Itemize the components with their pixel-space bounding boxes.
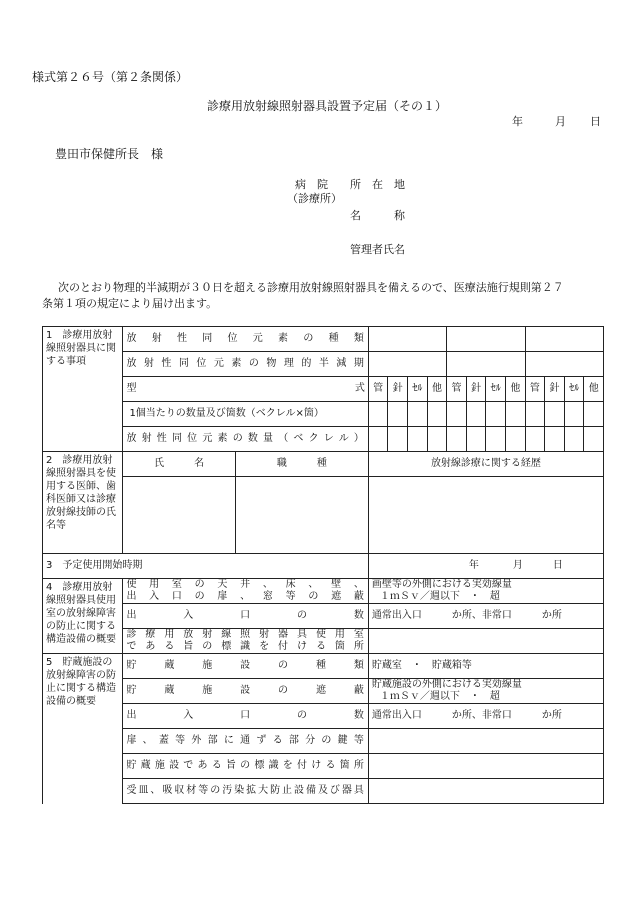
s5-shield-label: 貯蔵施設の遮蔽 <box>123 679 368 704</box>
s1-cell[interactable] <box>506 427 526 452</box>
staff-job-cell[interactable] <box>235 477 368 554</box>
table-row <box>43 352 604 377</box>
s1-cell[interactable] <box>564 402 584 427</box>
s4-entrances-label: 出入口の数 <box>123 604 368 629</box>
s1-cell[interactable] <box>368 402 388 427</box>
s1-row-quantity-each: 1個当たりの数量及び箇数（ベクレル×箇） <box>123 402 368 427</box>
table-row <box>43 402 604 427</box>
start-month: 月 <box>512 560 523 571</box>
s1-cell[interactable] <box>427 427 447 452</box>
start-day: 日 <box>552 560 563 571</box>
table-row <box>43 754 604 779</box>
s1-cell[interactable] <box>388 402 408 427</box>
table-row <box>43 704 604 729</box>
type-cell: ｾﾙ <box>408 377 428 402</box>
s1-cell[interactable] <box>545 402 565 427</box>
type-cell: ｾﾙ <box>486 377 506 402</box>
s1-cell[interactable] <box>584 427 604 452</box>
s1-cell[interactable] <box>408 402 428 427</box>
table-row <box>43 579 604 604</box>
s1-cell[interactable] <box>427 402 447 427</box>
s1-cell[interactable] <box>486 402 506 427</box>
s5-sign-value[interactable] <box>368 754 603 779</box>
type-tube: 管 <box>525 377 545 402</box>
report-form-table <box>42 326 604 804</box>
s5-dose-choice: １ｍＳｖ／週以下 ・ 超 <box>379 691 500 702</box>
table-row <box>43 779 604 804</box>
type-tube: 管 <box>447 377 467 402</box>
applicant-hospital: 病 院 <box>295 178 328 191</box>
s1-type-left: 型 <box>126 383 137 394</box>
date-year: 年 <box>512 115 523 128</box>
s4-sign-label <box>123 629 368 654</box>
type-tube: 管 <box>368 377 388 402</box>
s1-cell[interactable] <box>388 427 408 452</box>
s4-shield-value[interactable] <box>368 579 603 604</box>
s1-cell[interactable] <box>466 402 486 427</box>
staff-name-cell[interactable] <box>123 477 235 554</box>
s4-dose-choice: １ｍＳｖ／週以下 ・ 超 <box>379 591 500 602</box>
s5-type-label: 貯蔵施設の種類 <box>123 654 368 679</box>
s1-input-1[interactable] <box>368 327 446 352</box>
date-day: 日 <box>590 115 601 128</box>
s4-dose-label: 画壁等の外側における実効線量 <box>371 579 512 590</box>
s5-type-value[interactable]: 貯蔵室 ・ 貯蔵箱等 <box>368 654 603 679</box>
date-line <box>512 113 601 129</box>
type-other: 他 <box>427 377 447 402</box>
s1-input-2[interactable] <box>447 352 525 377</box>
addressee: 豊田市保健所長 様 <box>55 147 164 161</box>
section-4-title: 4 診療用放射線照射器具使用室の放射線障害の防止に関する構造設備の概要 <box>43 579 123 654</box>
s4-entrances-value[interactable]: 通常出入口 か所、非常口 か所 <box>368 604 603 629</box>
applicant-address-label: 所 在 地 <box>350 178 405 191</box>
applicant-admin-label: 管理者氏名 <box>350 243 405 256</box>
s5-lock-value[interactable] <box>368 729 603 754</box>
intro-line-1: 次のとおり物理的半減期が３０日を超える診療用放射線照射器具を備えるので、医療法施行規則第２７ <box>58 281 564 294</box>
start-year: 年 <box>468 560 479 571</box>
s4-shield-line-2: 出入口の扉、窓等の遮蔽 <box>126 591 365 602</box>
form-number: 様式第２６号（第２条関係） <box>32 70 189 84</box>
table-row <box>43 679 604 704</box>
table-row <box>43 629 604 654</box>
type-needle: 針 <box>388 377 408 402</box>
s1-row-isotope-type: 放射性同位元素の種類 <box>123 327 368 352</box>
section-1-title: 1 診療用放射線照射器具に関する事項 <box>43 327 123 452</box>
form-title: 診療用放射線照射器具設置予定届（その１） <box>207 99 448 113</box>
s1-cell[interactable] <box>447 402 467 427</box>
type-cell: ｾﾙ <box>564 377 584 402</box>
s1-cell[interactable] <box>447 427 467 452</box>
s5-sign-label: 貯蔵施設である旨の標識を付ける箇所 <box>123 754 368 779</box>
section-5-title: 5 貯蔵施設の放射線障害の防止に関する構造設備の概要 <box>43 654 123 804</box>
s1-cell[interactable] <box>525 427 545 452</box>
s4-shield-line-1: 使用室の天井、床、壁、 <box>126 579 365 590</box>
s1-row-quantity: 放射性同位元素の数量（ベクレル） <box>123 427 368 452</box>
s1-cell[interactable] <box>506 402 526 427</box>
s1-cell[interactable] <box>408 427 428 452</box>
type-needle: 針 <box>545 377 565 402</box>
type-needle: 針 <box>466 377 486 402</box>
s1-cell[interactable] <box>584 402 604 427</box>
s5-shield-value[interactable] <box>368 679 603 704</box>
s1-cell[interactable] <box>525 402 545 427</box>
date-month: 月 <box>555 115 566 128</box>
applicant-clinic: （診療所） <box>287 192 342 205</box>
s1-cell[interactable] <box>368 427 388 452</box>
s1-input-2[interactable] <box>525 352 603 377</box>
s4-sign-value[interactable] <box>368 629 603 654</box>
table-row <box>43 327 604 352</box>
s5-entrances-value[interactable]: 通常出入口 か所、非常口 か所 <box>368 704 603 729</box>
table-row <box>43 427 604 452</box>
s5-contam-label: 受皿、吸収材等の汚染拡大防止設備及び器具 <box>123 779 368 804</box>
table-row <box>43 477 604 554</box>
applicant-name-label: 名 称 <box>350 209 405 222</box>
s5-entrances-label: 出入口の数 <box>123 704 368 729</box>
s5-lock-label: 扉、蓋等外部に通ずる部分の鍵等 <box>123 729 368 754</box>
s1-cell[interactable] <box>466 427 486 452</box>
table-row <box>43 729 604 754</box>
s1-input-1[interactable] <box>447 327 525 352</box>
s4-sign-line-2: である旨の標識を付ける箇所 <box>126 641 365 652</box>
staff-career-cell[interactable] <box>368 477 603 554</box>
table-row <box>43 604 604 629</box>
section-2-title: 2 診療用放射線照射器具を使用する医師、歯科医師又は診療放射線技師の氏名等 <box>43 452 123 554</box>
col-name: 氏 名 <box>123 452 235 477</box>
s4-sign-line-1: 診療用放射線照射器具使用室 <box>126 629 365 640</box>
table-row <box>43 377 604 402</box>
section-3-title: 3 予定使用開始時期 <box>43 554 369 579</box>
s1-row-half-life: 放射性同位元素の物理的半減期 <box>123 352 368 377</box>
s1-cell[interactable] <box>545 427 565 452</box>
start-date[interactable] <box>368 554 603 579</box>
table-row <box>43 654 604 679</box>
s5-contam-value[interactable] <box>368 779 603 804</box>
col-job: 職 種 <box>235 452 368 477</box>
intro-line-2: 条第１項の規定により届け出ます。 <box>42 297 218 310</box>
s1-cell[interactable] <box>564 427 584 452</box>
col-career: 放射線診療に関する経歴 <box>368 452 603 477</box>
s1-type-right: 式 <box>354 383 365 394</box>
type-other: 他 <box>506 377 526 402</box>
s1-input-2[interactable] <box>368 352 446 377</box>
s1-cell[interactable] <box>486 427 506 452</box>
type-other: 他 <box>584 377 604 402</box>
table-row <box>43 554 604 579</box>
s1-input-1[interactable] <box>525 327 603 352</box>
s4-shield-label <box>123 579 368 604</box>
s5-dose-label: 貯蔵施設の外側における実効線量 <box>371 679 522 690</box>
table-row <box>43 452 604 477</box>
s1-row-type <box>123 377 368 402</box>
